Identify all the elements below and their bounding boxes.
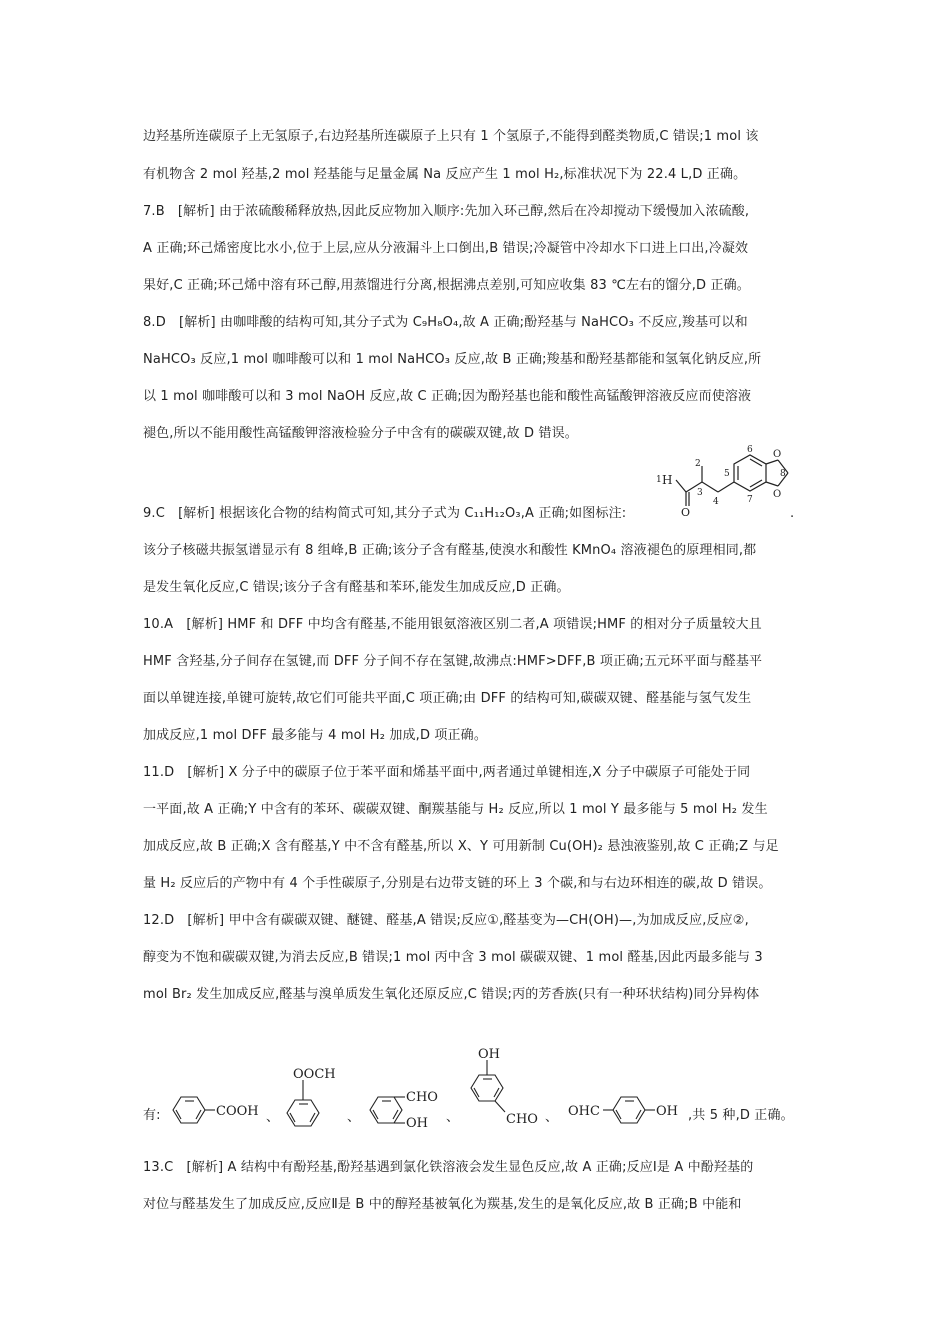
text-line: 加成反应,故 B 正确;X 含有醛基,Y 中不含有醛基,所以 X、Y 可用新制 Cu(OH)₂ 悬浊液鉴别,故 C 正确;Z 与足: [143, 839, 779, 854]
text-line: HMF 含羟基,分子间存在氢键,而 DFF 分子间不存在氢键,故沸点:HMF>DFF,B 项正确;五元环平面与醛基平: [143, 654, 763, 669]
struct9-label: 3: [697, 488, 703, 498]
text-line: 加成反应,1 mol DFF 最多能与 4 mol H₂ 加成,D 项正确。: [143, 728, 487, 743]
text-line: 醇变为不饱和碳碳双键,为消去反应,B 错误;1 mol 丙中含 3 mol 碳碳双键、1 mol 醛基,因此丙最多能与 3: [143, 950, 763, 965]
struct9-label: 7: [747, 495, 753, 505]
text-line: 量 H₂ 反应后的产物中有 4 个手性碳原子,分别是右边带支链的环上 3 个碳,和与右边环相连的碳,故 D 错误。: [143, 876, 772, 891]
isomer-label: OOCH: [293, 1067, 336, 1082]
text-line: 是发生氧化反应,C 错误;该分子含有醛基和苯环,能发生加成反应,D 正确。: [143, 580, 570, 595]
struct9-label: O: [773, 449, 782, 460]
text-line: 褪色,所以不能用酸性高锰酸钾溶液检验分子中含有的碳碳双键,故 D 错误。: [143, 426, 578, 441]
text-line: mol Br₂ 发生加成反应,醛基与溴单质发生氧化还原反应,C 错误;丙的芳香族(只有一种环状结构)同分异构体: [143, 987, 760, 1002]
text-line: .: [790, 506, 795, 521]
isomer-label: OHC: [568, 1104, 600, 1119]
text-line: 对位与醛基发生了加成反应,反应Ⅱ是 B 中的醇羟基被氧化为羰基,发生的是氧化反应,故 B 正确;B 中能和: [143, 1197, 742, 1212]
text-line: 12.D [解析] 甲中含有碳碳双键、醚键、醛基,A 错误;反应①,醛基变为—CH(OH)—,为加成反应,反应②,: [143, 913, 749, 928]
struct9-label: H: [662, 473, 673, 487]
text-line: 13.C [解析] A 结构中有酚羟基,酚羟基遇到氯化铁溶液会发生显色反应,故 A 正确;反应Ⅰ是 A 中酚羟基的: [143, 1160, 754, 1175]
isomer-separator: 、: [347, 1110, 361, 1125]
text-line: 有机物含 2 mol 羟基,2 mol 羟基能与足量金属 Na 反应产生 1 mol H₂,标准状况下为 22.4 L,D 正确。: [143, 167, 747, 182]
isomer-label: CHO: [406, 1090, 438, 1105]
struct9-label: 6: [747, 445, 753, 455]
isomer-label: OH: [656, 1104, 678, 1119]
text-line: 9.C [解析] 根据该化合物的结构简式可知,其分子式为 C₁₁H₁₂O₃,A 正确;如图标注:: [143, 506, 627, 521]
struct9-label: 4: [713, 497, 719, 507]
isomer-separator: 、: [545, 1110, 559, 1125]
isomer-label: COOH: [216, 1104, 259, 1119]
struct9-label: 8: [780, 469, 786, 479]
struct9-label: O: [773, 489, 782, 500]
text-line: A 正确;环己烯密度比水小,位于上层,应从分液漏斗上口倒出,B 错误;冷凝管中冷却水下口进上口出,冷凝效: [143, 241, 749, 256]
text-line: 11.D [解析] X 分子中的碳原子位于苯平面和烯基平面中,两者通过单键相连,X 分子中碳原子可能处于同: [143, 765, 751, 780]
struct9-label: 2: [695, 459, 701, 469]
isomer-separator: 、: [266, 1110, 280, 1125]
text-line: 一平面,故 A 正确;Y 中含有的苯环、碳碳双键、酮羰基能与 H₂ 反应,所以 1 mol Y 最多能与 5 mol H₂ 发生: [143, 802, 768, 817]
text-line: 10.A [解析] HMF 和 DFF 中均含有醛基,不能用银氨溶液区别二者,A 项错误;HMF 的相对分子质量较大且: [143, 617, 762, 632]
isomer-prefix: 有:: [143, 1108, 161, 1123]
isomer-label: CHO: [506, 1112, 538, 1127]
struct9-label: O: [681, 506, 691, 519]
isomer-separator: 、: [446, 1110, 460, 1125]
text-line: 该分子核磁共振氢谱显示有 8 组峰,B 正确;该分子含有醛基,使溴水和酸性 KMnO₄ 溶液褪色的原理相同,都: [143, 543, 757, 558]
struct9-label: 5: [724, 469, 730, 479]
text-line: 果好,C 正确;环己烯中溶有环己醇,用蒸馏进行分离,根据沸点差别,可知应收集 83 ℃左右的馏分,D 正确。: [143, 278, 750, 293]
isomer-suffix: ,共 5 种,D 正确。: [688, 1108, 794, 1123]
text-line: 8.D [解析] 由咖啡酸的结构可知,其分子式为 C₉H₈O₄,故 A 正确;酚羟基与 NaHCO₃ 不反应,羧基可以和: [143, 315, 748, 330]
text-line: 边羟基所连碳原子上无氢原子,右边羟基所连碳原子上只有 1 个氢原子,不能得到醛类物质,C 错误;1 mol 该: [143, 129, 759, 144]
isomer-label: OH: [406, 1116, 428, 1131]
text-line: 7.B [解析] 由于浓硫酸稀释放热,因此反应物加入顺序:先加入环己醇,然后在冷却搅动下缓慢加入浓硫酸,: [143, 204, 750, 219]
struct9-label: 1: [656, 475, 662, 485]
isomer-label: OH: [478, 1047, 500, 1062]
text-line: NaHCO₃ 反应,1 mol 咖啡酸可以和 1 mol NaHCO₃ 反应,故 B 正确;羧基和酚羟基都能和氢氧化钠反应,所: [143, 352, 762, 367]
text-line: 以 1 mol 咖啡酸可以和 3 mol NaOH 反应,故 C 正确;因为酚羟基也能和酸性高锰酸钾溶液反应而使溶液: [143, 389, 752, 404]
text-line: 面以单键连接,单键可旋转,故它们可能共平面,C 项正确;由 DFF 的结构可知,碳碳双键、醛基能与氢气发生: [143, 691, 752, 706]
